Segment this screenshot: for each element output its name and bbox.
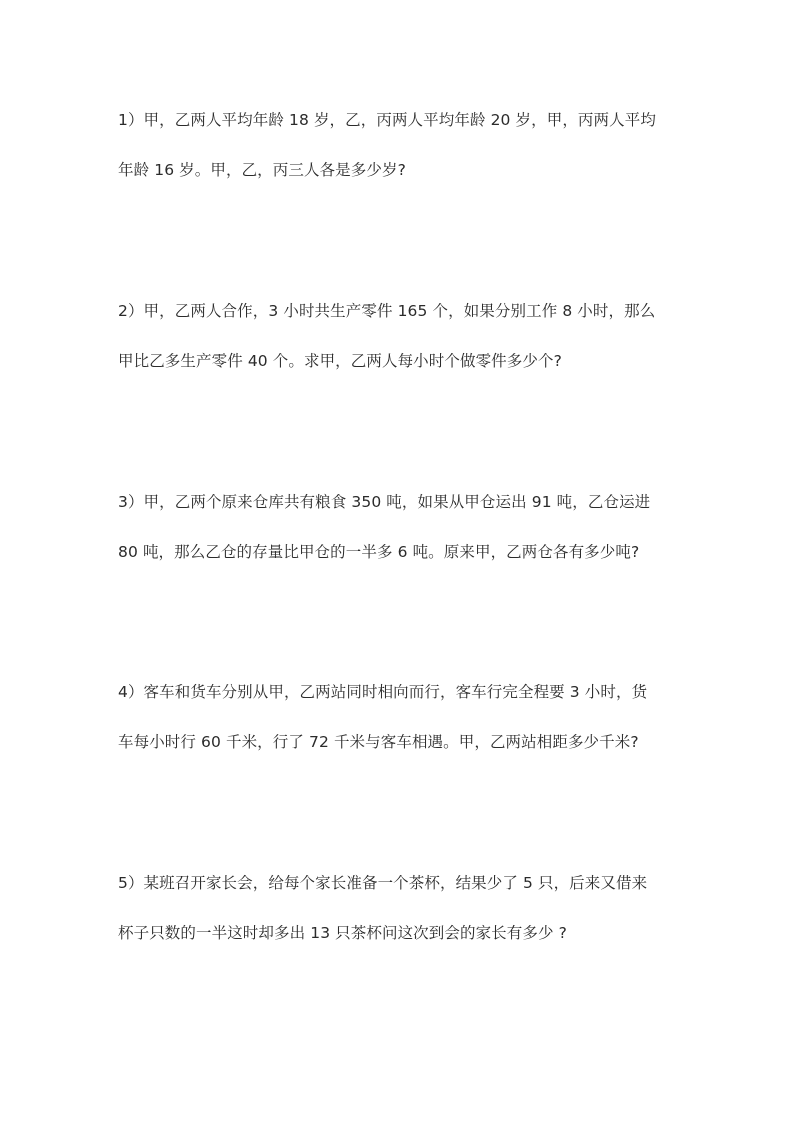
problem-2 xyxy=(118,301,678,371)
problem-5-line-1: 5）某班召开家长会，给每个家长准备一个茶杯，结果少了 5 只，后来又借来 xyxy=(118,874,648,892)
problem-4 xyxy=(118,682,678,752)
problem-3-line-2: 80 吨，那么乙仓的存量比甲仓的一半多 6 吨。原来甲，乙两仓各有多少吨? xyxy=(118,543,640,561)
problem-5-line-2: 杯子只数的一半这时却多出 13 只茶杯问这次到会的家长有多少 ? xyxy=(118,924,567,942)
problem-2-line-2: 甲比乙多生产零件 40 个。求甲，乙两人每小时个做零件多少个? xyxy=(118,352,562,370)
problem-1-line-2: 年龄 16 岁。甲，乙，丙三人各是多少岁? xyxy=(118,161,406,179)
problem-2-line-1: 2）甲，乙两人合作，3 小时共生产零件 165 个，如果分别工作 8 小时，那么 xyxy=(118,302,656,320)
problem-1 xyxy=(118,110,678,180)
problem-5 xyxy=(118,873,678,943)
problem-4-line-2: 车每小时行 60 千米，行了 72 千米与客车相遇。甲，乙两站相距多少千米? xyxy=(118,733,639,751)
problem-3 xyxy=(118,492,678,562)
problem-1-line-1: 1）甲，乙两人平均年龄 18 岁，乙，丙两人平均年龄 20 岁，甲，丙两人平均 xyxy=(118,111,656,129)
problem-3-line-1: 3）甲，乙两个原来仓库共有粮食 350 吨，如果从甲仓运出 91 吨，乙仓运进 xyxy=(118,493,651,511)
problem-4-line-1: 4）客车和货车分别从甲，乙两站同时相向而行，客车行完全程要 3 小时，货 xyxy=(118,683,648,701)
